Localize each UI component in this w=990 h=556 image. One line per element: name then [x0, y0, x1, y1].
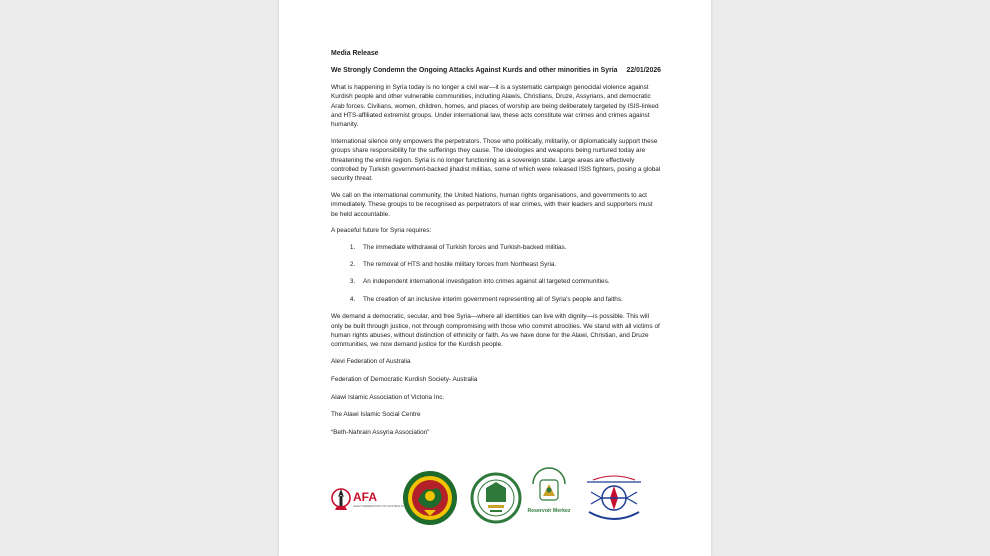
signatory: Federation of Democratic Kurdish Society- Australia	[331, 375, 478, 383]
social-centre-logo	[529, 470, 569, 516]
afa-logo-text: AFA	[353, 490, 377, 504]
closing-paragraph: We demand a democratic, secular, and free Syria—where all identities can live with dignity—is possible. This will only be built through justice, not through compromising with those who commit atrocities. We stand with all victims of human rights abuses, without distinction of ethnicity or faith. As we have done for the Alawi, Christian, and Druze communities, we now demand justice for the Kurdish people.	[331, 313, 660, 349]
list-item: 2. The removal of HTS and hostile military forces from Northeast Syria.	[357, 260, 661, 269]
paragraph: A peaceful future for Syria requires:	[331, 227, 432, 235]
signatory: Alawi Islamic Association of Victoria Inc.	[331, 393, 445, 401]
kurdish-federation-logo	[402, 470, 458, 526]
kurdish-federation-seal-icon	[402, 470, 458, 526]
afa-logo	[331, 484, 404, 518]
signatory: The Alawi Islamic Social Centre	[331, 411, 421, 419]
social-centre-caption: Reservoir Merkez	[527, 508, 571, 514]
list-item: 3. An independent international investigation into crimes against all targeted communities.	[357, 277, 661, 286]
afa-figure-icon	[332, 489, 350, 510]
signatory: Alevi Federation of Australia	[331, 357, 411, 365]
media-release-label: Media Release	[331, 50, 379, 57]
assyria-association-logo	[579, 474, 649, 524]
list-item: 4. The creation of an inclusive interim government representing all of Syria's people and faiths.	[357, 295, 661, 304]
afa-logo-subtext: ALEVI FEDERATION OF AUSTRALIA	[353, 504, 404, 508]
requirements-list	[331, 243, 661, 305]
document-date: 22/01/2026	[626, 67, 661, 75]
alawi-association-logo	[471, 472, 521, 524]
signatory: “Beth-Nahrain Assyria Association”	[331, 429, 430, 437]
logo-strip	[331, 470, 661, 528]
document-title: We Strongly Condemn the Ongoing Attacks Against Kurds and other minorities in Syria	[331, 67, 618, 75]
list-item: 1. The immediate withdrawal of Turkish forces and Turkish-backed militias.	[357, 243, 661, 252]
document-body	[331, 49, 661, 446]
paragraph: What is happening in Syria today is no longer a civil war—it is a systematic campaign genocidal violence against Kurdish people and other vulnerable communities, including Alawis, Christians, Druze, Assyrians, and democratic Arab forces. Civilians, women, children, homes, and places of worship are being deliberately targeted by ISIS-linked and HTS-affiliated extremist groups. Under international law, these acts constitute war crimes and crimes against humanity.	[331, 83, 659, 129]
paragraph: We call on the international community, the United Nations, human rights organisations, and governments to act immediately. These groups to be recognised as perpetrators of war crimes, with their leaders and supporters must be held accountable.	[331, 191, 653, 218]
document-page	[279, 0, 711, 556]
alawi-association-seal-icon	[471, 472, 521, 524]
beth-nahrain-assyria-emblem-icon	[579, 474, 649, 524]
headline-row	[331, 66, 661, 75]
paragraph: International silence only empowers the perpetrators. Those who politically, militarily, or diplomatically support these groups share responsibility for the sufferings they cause. The ideologies and weapons being nurtured today are threatening the entire region. Syria is no longer functioning as a sovereign state. Large areas are effectively controlled by Turkish government-backed jihadist militias, some of which were released ISIS fighters, posing a global security threat.	[331, 137, 661, 183]
